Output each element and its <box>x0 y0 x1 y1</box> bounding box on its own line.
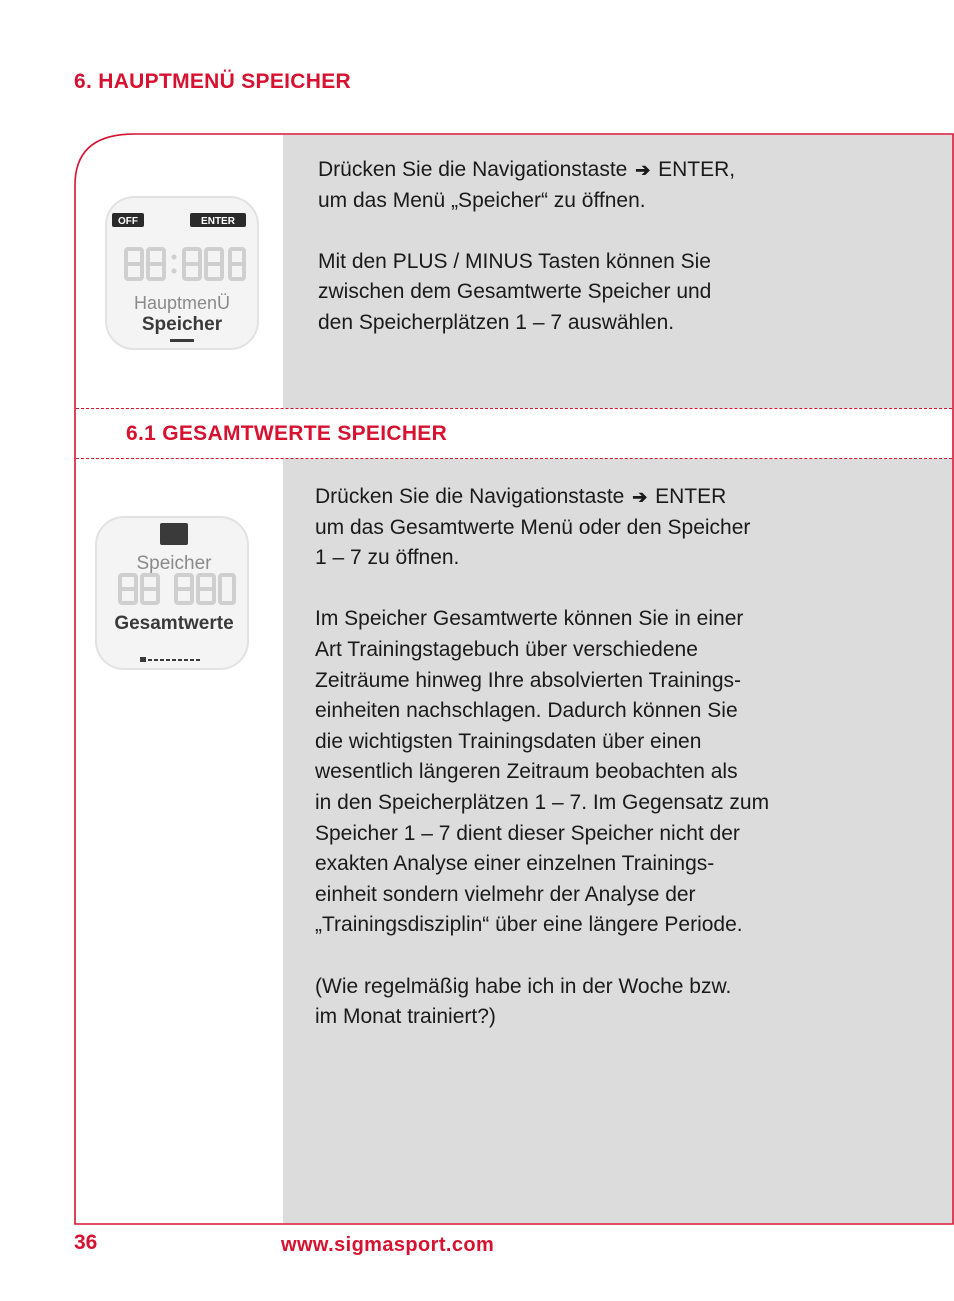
arrow-right-icon: ➔ <box>635 160 651 180</box>
display-line-gesamtwerte: Gesamtwerte <box>114 613 234 634</box>
display-line-speicher-2: Speicher <box>136 553 212 574</box>
display-line-speicher: Speicher <box>141 314 223 335</box>
main-paragraph-2: Mit den PLUS / MINUS Tasten können Sie zwischen dem Gesamtwerte Speicher und den Speicherplätzen 1 – 7 auswählen. <box>318 249 712 334</box>
main-paragraph-1: Drücken Sie die Navigationstaste ➔ ENTER, um das Menü „Speicher“ zu öffnen. <box>318 158 736 212</box>
sub-paragraph-2: Im Speicher Gesamtwerte können Sie in einer Art Trainingstagebuch über verschiedene Zeiträume hinweg Ihre absolvierten Trainings- einheiten nachschlagen. Dadurch können Sie die wichtigsten Trainingsdaten über einen wesentlich längeren Zeitraum beobachten als in den Speicherplätzen 1 – 7. Im Gegensatz zum Speicher 1 – 7 dient dieser Speicher nicht der exakten Analyse einer einzelnen Trainings- einheit sondern vielmehr der Analyse der „Trainingsdisziplin“ über eine längere Periode. <box>315 607 770 937</box>
subsection-text <box>315 482 945 1033</box>
watch-display-gesamtwerte <box>92 511 252 681</box>
sub-paragraph-1: Drücken Sie die Navigationstaste ➔ ENTER um das Gesamtwerte Menü oder den Speicher 1 – 7 zu öffnen. <box>315 485 751 570</box>
arrow-right-icon: ➔ <box>632 487 648 507</box>
sub-paragraph-3: (Wie regelmäßig habe ich in der Woche bzw. im Monat trainiert?) <box>315 974 732 1029</box>
display-label-enter: ENTER <box>201 216 235 227</box>
display-label-off: OFF <box>118 216 138 227</box>
watch-display-hauptmenue <box>102 191 262 361</box>
footer-url[interactable]: www.sigmasport.com <box>281 1234 495 1256</box>
subsection-title: 6.1 GESAMTWERTE SPEICHER <box>126 422 448 445</box>
display-line-hauptmenue: HauptmenÜ <box>133 293 231 313</box>
subsection-header <box>76 408 952 459</box>
page-number: 36 <box>74 1231 98 1254</box>
page-title: 6. HAUPTMENÜ SPEICHER <box>74 70 352 93</box>
main-text <box>318 155 938 339</box>
content-frame <box>74 133 954 1225</box>
